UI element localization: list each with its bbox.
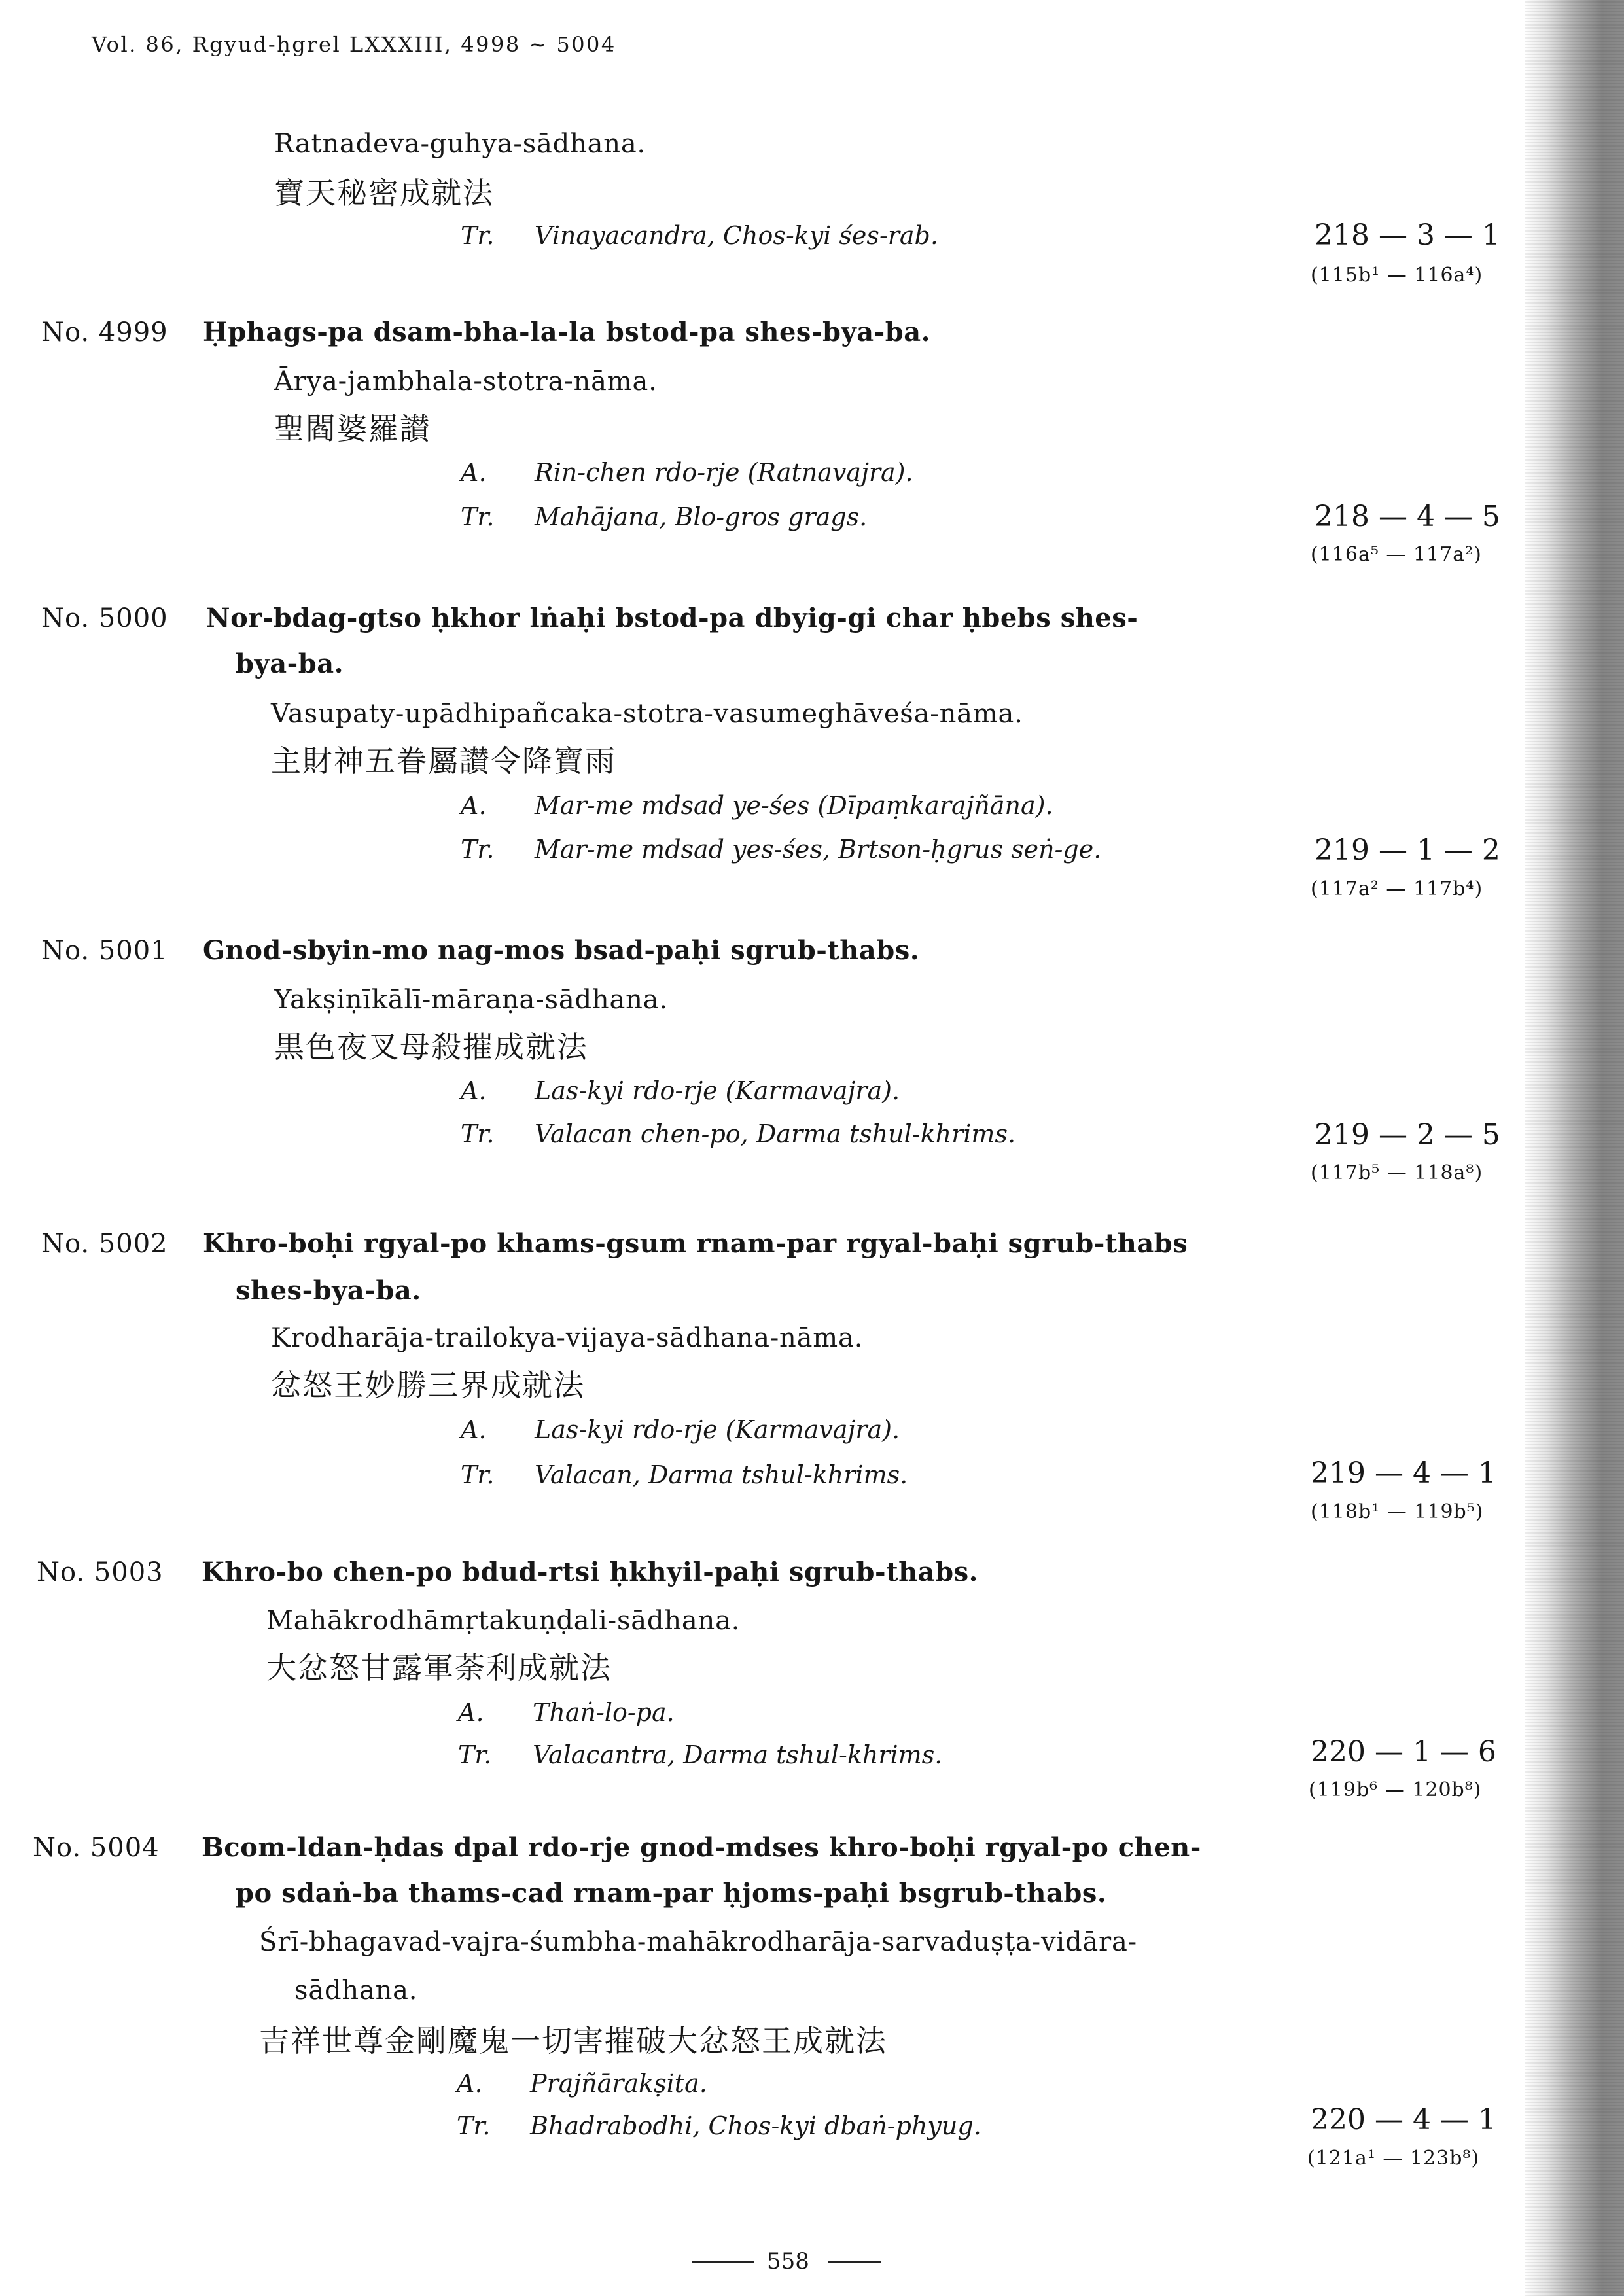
folio-range: (118b¹ — 119b⁵)	[1311, 1500, 1484, 1523]
entry-number: No. 5000	[41, 603, 168, 633]
author-name: Rin-chen rdo-rje (Ratnavajra).	[535, 458, 913, 487]
sanskrit-title-line: Krodharāja-trailokya-vijaya-sādhana-nāma.	[271, 1323, 864, 1353]
translator-label: Tr.	[461, 835, 495, 864]
author-label: A.	[461, 1076, 487, 1105]
tibetan-title-line: bya-ba.	[236, 648, 344, 679]
chinese-title: 聖閻婆羅讃	[274, 411, 431, 446]
sanskrit-title-line: Mahākrodhāmṛtakuṇḍali-sādhana.	[266, 1606, 741, 1636]
author-name: Las-kyi rdo-rje (Karmavajra).	[535, 1076, 900, 1105]
folio-range: (121a¹ — 123b⁸)	[1307, 2147, 1480, 2170]
chinese-title: 寶天秘密成就法	[274, 175, 494, 211]
volume-page-line-ref: 218 — 3 — 1	[1315, 219, 1500, 252]
volume-page-line-ref: 220 — 1 — 6	[1311, 1735, 1496, 1769]
chinese-title: 大忿怒甘露軍荼利成就法	[266, 1650, 612, 1686]
translator-name: Vinayacandra, Chos-kyi śes-rab.	[535, 221, 938, 250]
entry-number: No. 5002	[41, 1229, 168, 1259]
volume-page-line-ref: 219 — 4 — 1	[1311, 1457, 1496, 1490]
translator-label: Tr.	[461, 503, 495, 531]
entry-number: No. 4999	[41, 317, 168, 347]
volume-page-line-ref: 218 — 4 — 5	[1315, 500, 1500, 533]
entry-number: No. 5004	[33, 1833, 160, 1863]
chinese-title: 主財神五眷屬讃令降寶雨	[271, 743, 616, 779]
author-label: A.	[457, 2069, 483, 2098]
volume-page-line-ref: 219 — 2 — 5	[1315, 1118, 1500, 1152]
chinese-title: 忿怒王妙勝三界成就法	[271, 1368, 585, 1403]
translator-name: Mar-me mdsad yes-śes, Brtson-ḥgrus seṅ-ge.	[535, 835, 1102, 864]
translator-label: Tr.	[457, 2111, 491, 2140]
scan-edge-shadow	[1525, 0, 1624, 2296]
translator-name: Bhadrabodhi, Chos-kyi dbaṅ-phyug.	[530, 2111, 981, 2140]
tibetan-title-line: Ḥphags-pa dsam-bha-la-la bstod-pa shes-bya-ba.	[203, 317, 931, 347]
sanskrit-title-line: sādhana.	[294, 1975, 418, 2005]
sanskrit-title-line: Ārya-jambhala-stotra-nāma.	[274, 366, 658, 397]
translator-label: Tr.	[461, 1120, 495, 1148]
tibetan-title-line: Khro-boḥi rgyal-po khams-gsum rnam-par rgyal-baḥi sgrub-thabs	[203, 1228, 1188, 1259]
tibetan-title-line: Bcom-ldan-ḥdas dpal rdo-rje gnod-mdses khro-boḥi rgyal-po chen-	[202, 1832, 1201, 1863]
author-label: A.	[461, 458, 487, 487]
sanskrit-title-line: Ratnadeva-guhya-sādhana.	[274, 129, 646, 159]
translator-name: Mahājana, Blo-gros grags.	[535, 503, 868, 531]
tibetan-title-line: Khro-bo chen-po bdud-rtsi ḥkhyil-paḥi sgrub-thabs.	[202, 1557, 979, 1587]
author-name: Mar-me mdsad ye-śes (Dīpaṃkarajñāna).	[535, 791, 1053, 820]
sanskrit-title-line: Vasupaty-upādhipañcaka-stotra-vasumeghāveśa-nāma.	[271, 699, 1023, 729]
sanskrit-title-line: Śrī-bhagavad-vajra-śumbha-mahākrodharāja-sarvaduṣṭa-vidāra-	[259, 1927, 1137, 1957]
volume-page-line-ref: 220 — 4 — 1	[1311, 2103, 1496, 2136]
translator-label: Tr.	[461, 221, 495, 250]
tibetan-title-line: Nor-bdag-gtso ḥkhor lṅaḥi bstod-pa dbyig-gi char ḥbebs shes-	[206, 603, 1139, 633]
folio-range: (116a⁵ — 117a²)	[1311, 543, 1482, 566]
author-name: Prajñārakṣita.	[530, 2069, 707, 2098]
folio-range: (115b¹ — 116a⁴)	[1311, 264, 1483, 287]
tibetan-title-line: Gnod-sbyin-mo nag-mos bsad-paḥi sgrub-thabs.	[203, 935, 920, 966]
author-label: A.	[461, 791, 487, 820]
page-number: 558	[767, 2248, 809, 2274]
author-label: A.	[458, 1698, 484, 1727]
folio-range: (117a² — 117b⁴)	[1311, 877, 1483, 900]
author-name: Thaṅ-lo-pa.	[533, 1698, 675, 1727]
sanskrit-title-line: Yakṣiṇīkālī-māraṇa-sādhana.	[274, 985, 668, 1015]
chinese-title: 黒色夜叉母殺摧成就法	[274, 1029, 588, 1065]
running-header: Vol. 86, Rgyud-ḥgrel LXXXIII, 4998 ∼ 5004	[92, 32, 616, 57]
footer-rule-left	[692, 2261, 754, 2263]
author-name: Las-kyi rdo-rje (Karmavajra).	[535, 1415, 900, 1444]
tibetan-title-line: shes-bya-ba.	[236, 1275, 421, 1306]
author-label: A.	[461, 1415, 487, 1444]
volume-page-line-ref: 219 — 1 — 2	[1315, 834, 1500, 867]
entry-number: No. 5003	[37, 1557, 164, 1587]
chinese-title: 吉祥世尊金剛魔鬼一切害摧破大忿怒王成就法	[259, 2023, 887, 2058]
translator-name: Valacantra, Darma tshul-khrims.	[533, 1740, 943, 1769]
translator-label: Tr.	[461, 1460, 495, 1489]
translator-name: Valacan chen-po, Darma tshul-khrims.	[535, 1120, 1016, 1148]
translator-label: Tr.	[458, 1740, 492, 1769]
translator-name: Valacan, Darma tshul-khrims.	[535, 1460, 908, 1489]
footer-rule-right	[828, 2261, 881, 2263]
tibetan-title-line: po sdaṅ-ba thams-cad rnam-par ḥjoms-paḥi bsgrub-thabs.	[236, 1878, 1107, 1909]
entry-number: No. 5001	[41, 936, 168, 966]
folio-range: (119b⁶ — 120b⁸)	[1309, 1778, 1482, 1801]
folio-range: (117b⁵ — 118a⁸)	[1311, 1161, 1483, 1184]
